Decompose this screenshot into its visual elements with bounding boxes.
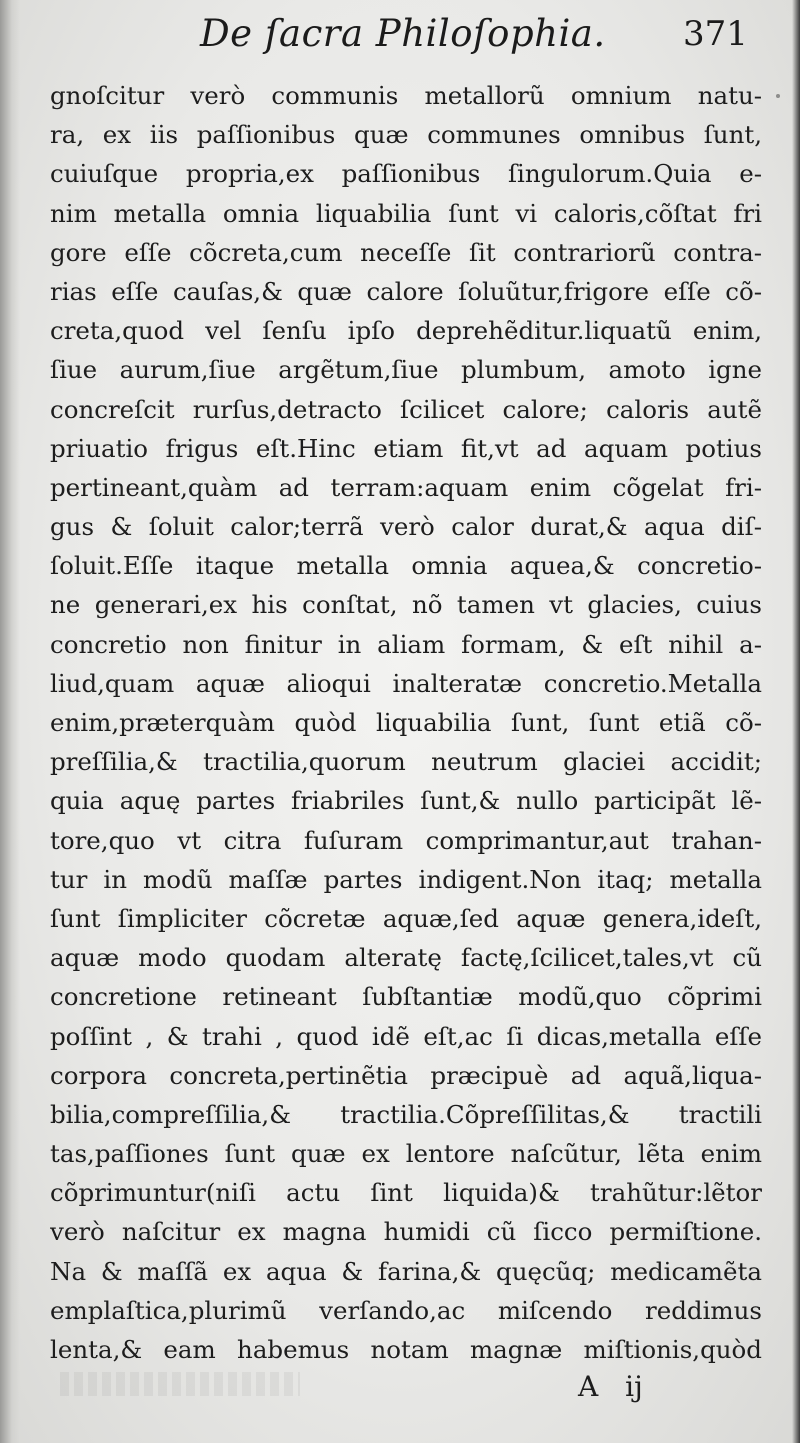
text-line: ſiue aurum,ſiue argẽtum,ſiue plumbum, amoto igne (50, 355, 762, 385)
page-header (0, 8, 800, 68)
body-text (50, 76, 762, 1369)
running-title: De ſacra Philoſophia. (200, 12, 606, 55)
text-line: enim,præterquàm quòd liquabilia ſunt, ſunt etiã cõ- (50, 708, 762, 737)
text-line: rias eſſe cauſas,& quæ calore ſoluũtur,frigore eſſe cõ- (50, 276, 762, 306)
text-line: concreſcit rurſus,detracto ſcilicet calore; caloris autẽ (50, 394, 762, 424)
text-line: gnoſcitur verò communis metallorũ omnium natu- (50, 81, 762, 110)
page-number: 371 (683, 14, 748, 54)
text-line: preſſilia,& tractilia,quorum neutrum glaciei accidit; (50, 747, 762, 777)
text-line: lenta,& eam habemus notam magnæ miſtionis,quòd (50, 1335, 762, 1364)
text-line: tur in modũ maſſæ partes indigent.Non itaq; metalla (50, 864, 762, 894)
text-line: poſſint , & trahi , quod idẽ eſt,ac ſi dicas,metalla eſſe (50, 1021, 762, 1051)
text-line: Na & maſſã ex aqua & farina,& quęcũq; medicamẽta (50, 1256, 762, 1286)
text-line: tore,quo vt citra fuſuram comprimantur,aut trahan- (50, 825, 762, 855)
text-line: ſunt ſimpliciter cõcretæ aquæ,ſed aquæ genera,ideſt, (50, 903, 762, 933)
text-line: ra, ex iis paſſionibus quæ communes omnibus ſunt, (50, 120, 762, 150)
bleed-through-text (60, 1372, 300, 1396)
signature-mark: A ij (578, 1370, 643, 1403)
text-line: concretione retineant ſubſtantiæ modũ,quo cõprimi (50, 982, 762, 1012)
text-line: aquæ modo quodam alteratę factę,ſcilicet,tales,vt cũ (50, 943, 762, 973)
text-line: ſoluit.Eſſe itaque metalla omnia aquea,& concretio- (50, 551, 762, 581)
text-line: quia aquę partes friabriles ſunt,& nullo participãt lẽ- (50, 786, 762, 816)
text-line: tas,paſſiones ſunt quæ ex lentore naſcũtur, lẽta enim (50, 1139, 762, 1169)
text-line: liud,quam aquæ alioqui inalteratæ concretio.Metalla (50, 668, 762, 698)
text-line: cõprimuntur(niſi actu ſint liquida)& trahũtur:lẽtor (50, 1178, 762, 1208)
text-line: pertineant,quàm ad terram:aquam enim cõgelat fri- (50, 472, 762, 502)
text-line: gore eſſe cõcreta,cum neceſſe ſit contrariorũ contra- (50, 237, 762, 267)
text-line: priuatio frigus eſt.Hinc etiam fit,vt ad aquam potius (50, 433, 762, 463)
text-line: concretio non finitur in aliam formam, & eſt nihil a- (50, 629, 762, 659)
text-line: bilia,compreſſilia,& tractilia.Cõpreſſilitas,& tractili (50, 1099, 762, 1129)
text-line: ne generari,ex his conſtat, nõ tamen vt glacies, cuius (50, 590, 762, 620)
text-line: cuiuſque propria,ex paſſionibus ſingulorum.Quia e- (50, 159, 762, 189)
text-line: corpora concreta,pertinẽtia præcipuè ad aquã,liqua- (50, 1060, 762, 1090)
text-line: gus & ſoluit calor;terrã verò calor durat,& aqua diſ- (50, 512, 762, 542)
text-line: nim metalla omnia liquabilia ſunt vi caloris,cõſtat fri (50, 198, 762, 228)
ink-speck (776, 94, 780, 98)
text-line: emplaſtica,plurimũ verſando,ac miſcendo reddimus (50, 1295, 762, 1325)
text-line: creta,quod vel ſenſu ipſo deprehẽditur.liquatũ enim, (50, 316, 762, 346)
text-line: verò naſcitur ex magna humidi cũ ſicco permiſtione. (50, 1217, 762, 1247)
